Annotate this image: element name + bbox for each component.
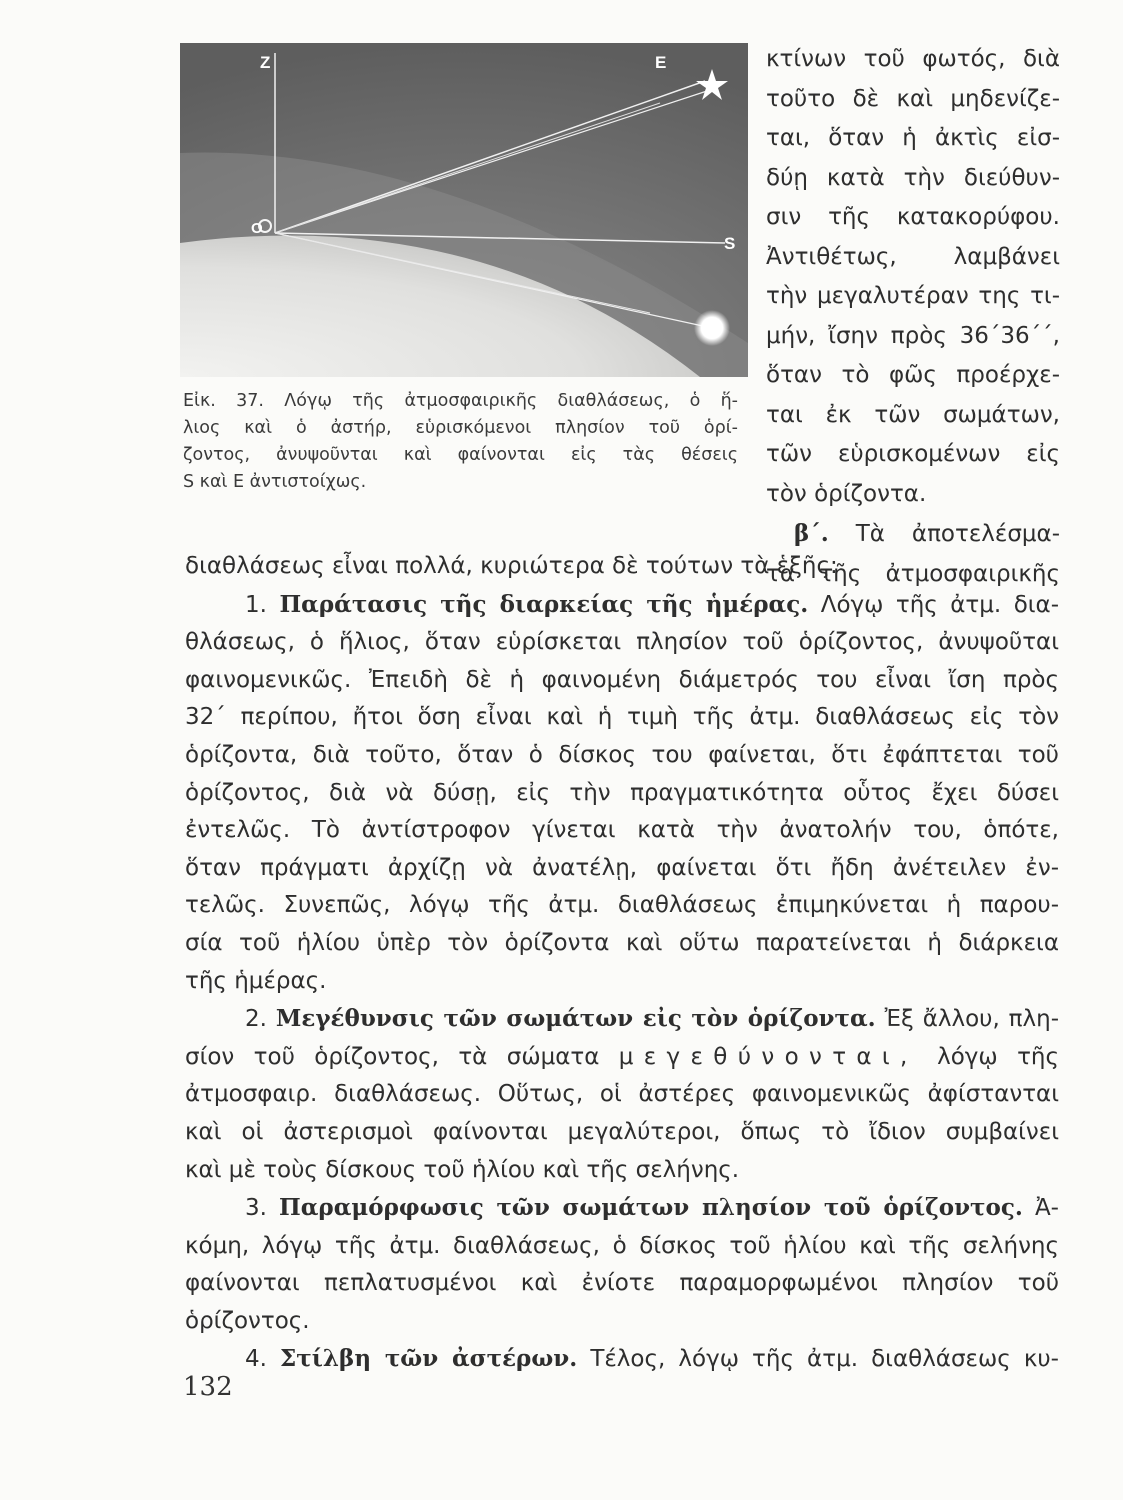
body-segment: σίον τοῦ ὁρίζοντος, τὰ σώματα xyxy=(185,1043,600,1070)
body-line: ὅταν πράγματι ἀρχίζῃ νὰ ἀνατέλῃ, φαίνεται ὅτι ἤδη ἀνέτειλεν ἐν- xyxy=(185,854,1059,881)
section-3-title: Παραμόρφωσις τῶν σωμάτων πλησίον τοῦ ὁρίζοντος. xyxy=(279,1194,1023,1222)
body-segment: λόγῳ τῆς xyxy=(937,1043,1060,1070)
body-line: φαίνονται πεπλατυσμένοι καὶ ἐνίοτε παραμορφωμένοι πλησίον τοῦ xyxy=(185,1270,1059,1297)
side-line: τὴν μεγαλυτέραν της τι- xyxy=(766,283,1060,309)
page-number: 132 xyxy=(183,1372,233,1402)
body-line xyxy=(185,1039,1059,1077)
side-line: Ἀντιθέτως, λαμβάνει xyxy=(766,243,1060,270)
section-1-first: Λόγῳ τῆς ἀτμ. δια- xyxy=(820,591,1060,618)
body-line: καὶ μὲ τοὺς δίσκους τοῦ ἡλίου καὶ τῆς σελήνης. xyxy=(185,1156,740,1183)
section-4-heading-line xyxy=(185,1340,1059,1379)
side-line: τὸν ὁρίζοντα. xyxy=(766,480,927,507)
label-s: S xyxy=(724,234,736,253)
caption-line: S καὶ E ἀντιστοίχως. xyxy=(183,472,367,492)
section-4-first: Τέλος, λόγῳ τῆς ἀτμ. διαθλάσεως κυ- xyxy=(590,1346,1059,1373)
body-line: τελῶς. Συνεπῶς, λόγῳ τῆς ἀτμ. διαθλάσεως ἐπιμηκύνεται ἡ παρου- xyxy=(185,892,1059,919)
body-line: τῆς ἡμέρας. xyxy=(185,967,327,994)
section-2-heading-line xyxy=(185,1000,1059,1039)
beta-label: β΄. xyxy=(794,520,829,547)
side-line: τα τῆς ἀτμοσφαιρικῆς xyxy=(766,560,1060,587)
section-1-title: Παράτασις τῆς διαρκείας τῆς ἡμέρας. xyxy=(279,590,809,618)
sun-core xyxy=(703,319,721,337)
refraction-figure xyxy=(180,43,748,377)
side-line: μήν, ἴσην πρὸς 36΄36΄΄, xyxy=(766,322,1060,349)
side-line: ται ἐκ τῶν σωμάτων, xyxy=(766,401,1060,428)
figure-caption xyxy=(183,388,738,496)
body-line: σία τοῦ ἡλίου ὑπὲρ τὸν ὁρίζοντα καὶ οὕτω παρατείνεται ἡ διάρκεια xyxy=(185,929,1059,956)
body-line: ἀτμοσφαιρ. διαθλάσεως. Οὕτως, οἱ ἀστέρες φαινομενικῶς ἀφίστανται xyxy=(185,1081,1059,1108)
spaced-word: μεγεθύνονται, xyxy=(618,1043,918,1070)
side-line: ται, ὅταν ἡ ἀκτὶς εἰσ- xyxy=(766,125,1060,151)
body-line: θλάσεως, ὁ ἥλιος, ὅταν εὑρίσκεται πλησίον τοῦ ὁρίζοντος, ἀνυψοῦται xyxy=(185,629,1059,656)
caption-line: λιος καὶ ὁ ἀστήρ, εὑρισκόμενοι πλησίον τοῦ ὁρί- xyxy=(183,418,738,438)
section-4-number: 4. xyxy=(245,1346,267,1373)
side-line: σιν τῆς κατακορύφου. xyxy=(766,204,1060,230)
side-line: τῶν εὑρισκομένων εἰς xyxy=(766,441,1060,467)
beta-text: Τὰ ἀποτελέσμα- xyxy=(855,521,1060,547)
section-1-heading-line xyxy=(185,586,1059,625)
side-line: τοῦτο δὲ καὶ μηδενίζε- xyxy=(766,85,1060,112)
body-line: κόμη, λόγῳ τῆς ἀτμ. διαθλάσεως, ὁ δίσκος τοῦ ἡλίου καὶ τῆς σελήνης xyxy=(185,1232,1059,1259)
body-line: 32΄ περίπου, ἤτοι ὅση εἶναι καὶ ἡ τιμὴ τῆς ἀτμ. διαθλάσεως εἰς τὸν xyxy=(185,704,1059,731)
section-3-first: Ἀ- xyxy=(1034,1195,1059,1222)
side-column xyxy=(766,40,1060,594)
caption-line: Εἰκ. 37. Λόγῳ τῆς ἀτμοσφαιρικῆς διαθλάσεως, ὁ ἥ- xyxy=(183,391,738,411)
section-4-title: Στίλβη τῶν ἀστέρων. xyxy=(280,1345,578,1373)
section-2-first: Ἐξ ἄλλου, πλη- xyxy=(884,1006,1060,1033)
side-line: ὅταν τὸ φῶς προέρχε- xyxy=(766,362,1060,388)
refraction-diagram xyxy=(180,43,748,377)
side-line: δύῃ κατὰ τὴν διεύθυν- xyxy=(766,164,1060,191)
body-line: φαινομενικῶς. Ἐπειδὴ δὲ ἡ φαινομένη διάμετρός του εἶναι ἴση πρὸς xyxy=(185,666,1059,693)
main-text xyxy=(185,548,1059,1379)
side-line: κτίνων τοῦ φωτός, διὰ xyxy=(766,46,1060,72)
body-line: ἐντελῶς. Τὸ ἀντίστροφον γίνεται κατὰ τὴν ἀνατολήν του, ὁπότε, xyxy=(185,817,1059,844)
caption-line: ζοντος, ἀνυψοῦνται καὶ φαίνονται εἰς τὰς θέσεις xyxy=(183,445,738,465)
body-line: καὶ οἱ ἀστερισμοὶ φαίνονται μεγαλύτεροι, ὅπως τὸ ἴδιον συμβαίνει xyxy=(185,1118,1059,1145)
section-3-number: 3. xyxy=(245,1195,267,1222)
section-2-title: Μεγέθυνσις τῶν σωμάτων εἰς τὸν ὁρίζοντα. xyxy=(275,1005,876,1033)
label-o: O xyxy=(251,220,263,237)
section-2-number: 2. xyxy=(245,1006,267,1033)
body-line: ὁρίζοντος, διὰ νὰ δύσῃ, εἰς τὴν πραγματικότητα οὗτος ἔχει δύσει xyxy=(185,779,1059,806)
label-z: Z xyxy=(260,53,271,72)
body-line: ὁρίζοντα, διὰ τοῦτο, ὅταν ὁ δίσκος του φαίνεται, ὅτι ἐφάπτεται τοῦ xyxy=(185,741,1059,768)
section-1-number: 1. xyxy=(245,591,267,618)
label-e: E xyxy=(655,53,667,72)
intro-line: διαθλάσεως εἶναι πολλά, κυριώτερα δὲ τούτων τὰ ἑξῆς: xyxy=(185,553,838,579)
body-line: ὁρίζοντος. xyxy=(185,1307,310,1334)
section-3-heading-line xyxy=(185,1189,1059,1228)
